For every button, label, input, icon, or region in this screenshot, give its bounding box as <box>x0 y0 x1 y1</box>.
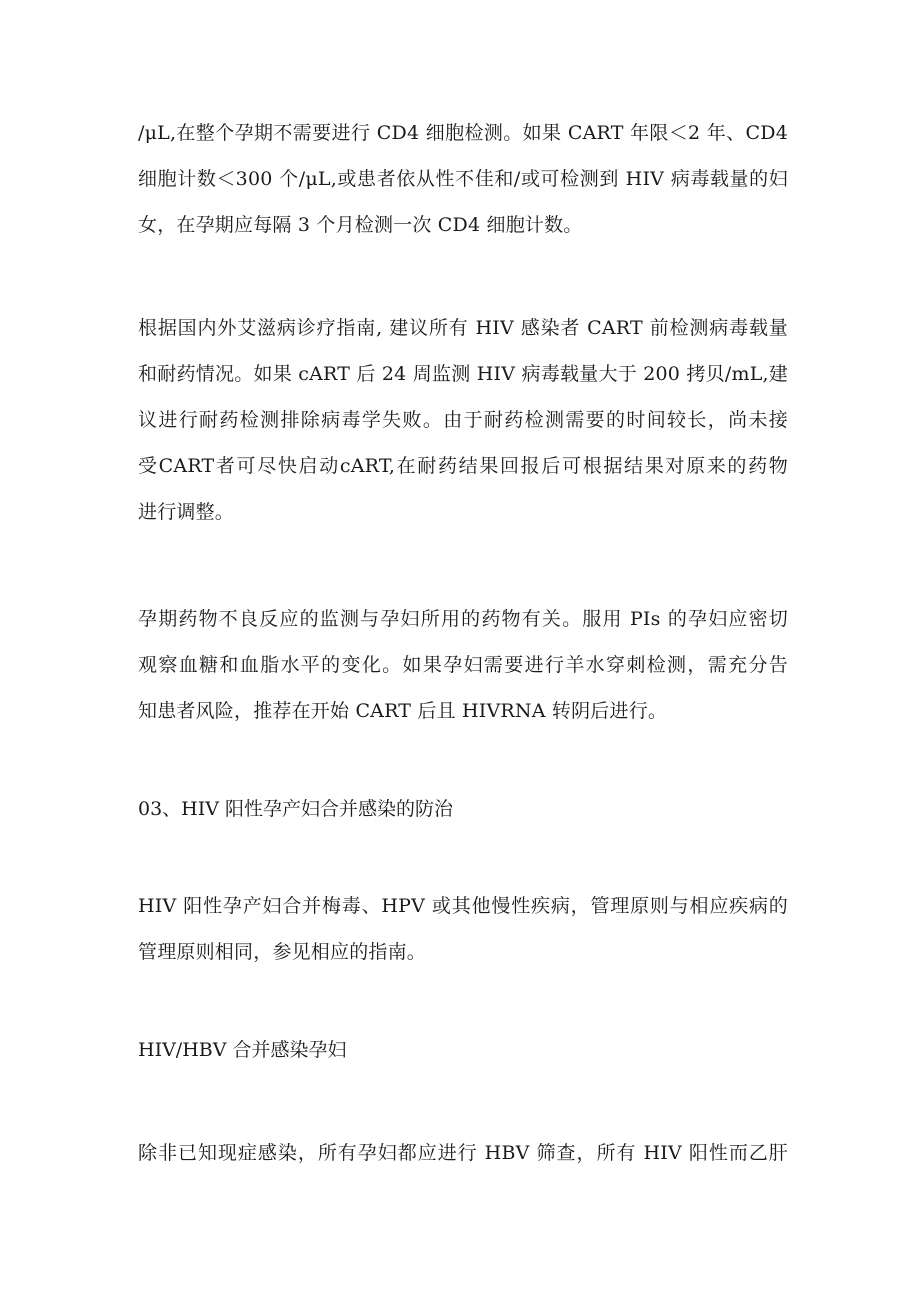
text-line: 议进行耐药检测排除病毒学失败。由于耐药检测需要的时间较长，尚未接 <box>138 409 788 431</box>
text-line: 孕期药物不良反应的监测与孕妇所用的药物有关。服用 PIs 的孕妇应密切 <box>138 608 788 630</box>
subsection-heading: HIV/HBV 合并感染孕妇 <box>138 1039 347 1061</box>
text-line: 女，在孕期应每隔 3 个月检测一次 CD4 细胞计数。 <box>138 214 583 236</box>
paragraph-coinfection-management <box>138 883 788 975</box>
text-line: 细胞计数＜300 个/μL,或患者依从性不佳和/或可检测到 HIV 病毒载量的妇 <box>138 168 788 190</box>
text-line: 受CART者可尽快启动cART,在耐药结果回报后可根据结果对原来的药物 <box>138 455 788 477</box>
text-line: HIV 阳性孕产妇合并梅毒、HPV 或其他慢性疾病，管理原则与相应疾病的 <box>138 895 788 917</box>
text-line: 管理原则相同，参见相应的指南。 <box>138 941 427 963</box>
text-line: 和耐药情况。如果 cART 后 24 周监测 HIV 病毒载量大于 200 拷贝/mL,建 <box>138 363 788 385</box>
text-line: 进行调整。 <box>138 501 235 523</box>
paragraph-adverse-reactions <box>138 596 788 734</box>
paragraph-cd4-monitoring <box>138 110 788 248</box>
paragraph-hbv-screening <box>138 1130 788 1176</box>
text-line: 根据国内外艾滋病诊疗指南, 建议所有 HIV 感染者 CART 前检测病毒载量 <box>138 317 788 339</box>
text-line: 观察血糖和血脂水平的变化。如果孕妇需要进行羊水穿刺检测，需充分告 <box>138 654 788 676</box>
text-line: /μL,在整个孕期不需要进行 CD4 细胞检测。如果 CART 年限＜2 年、CD4 <box>138 122 788 144</box>
paragraph-viral-load-resistance <box>138 305 788 535</box>
text-line: 知患者风险，推荐在开始 CART 后且 HIVRNA 转阴后进行。 <box>138 700 668 722</box>
section-heading: 03、HIV 阳性孕产妇合并感染的防治 <box>138 798 454 820</box>
text-line: 除非已知现症感染，所有孕妇都应进行 HBV 筛查，所有 HIV 阳性而乙肝 <box>138 1142 788 1164</box>
